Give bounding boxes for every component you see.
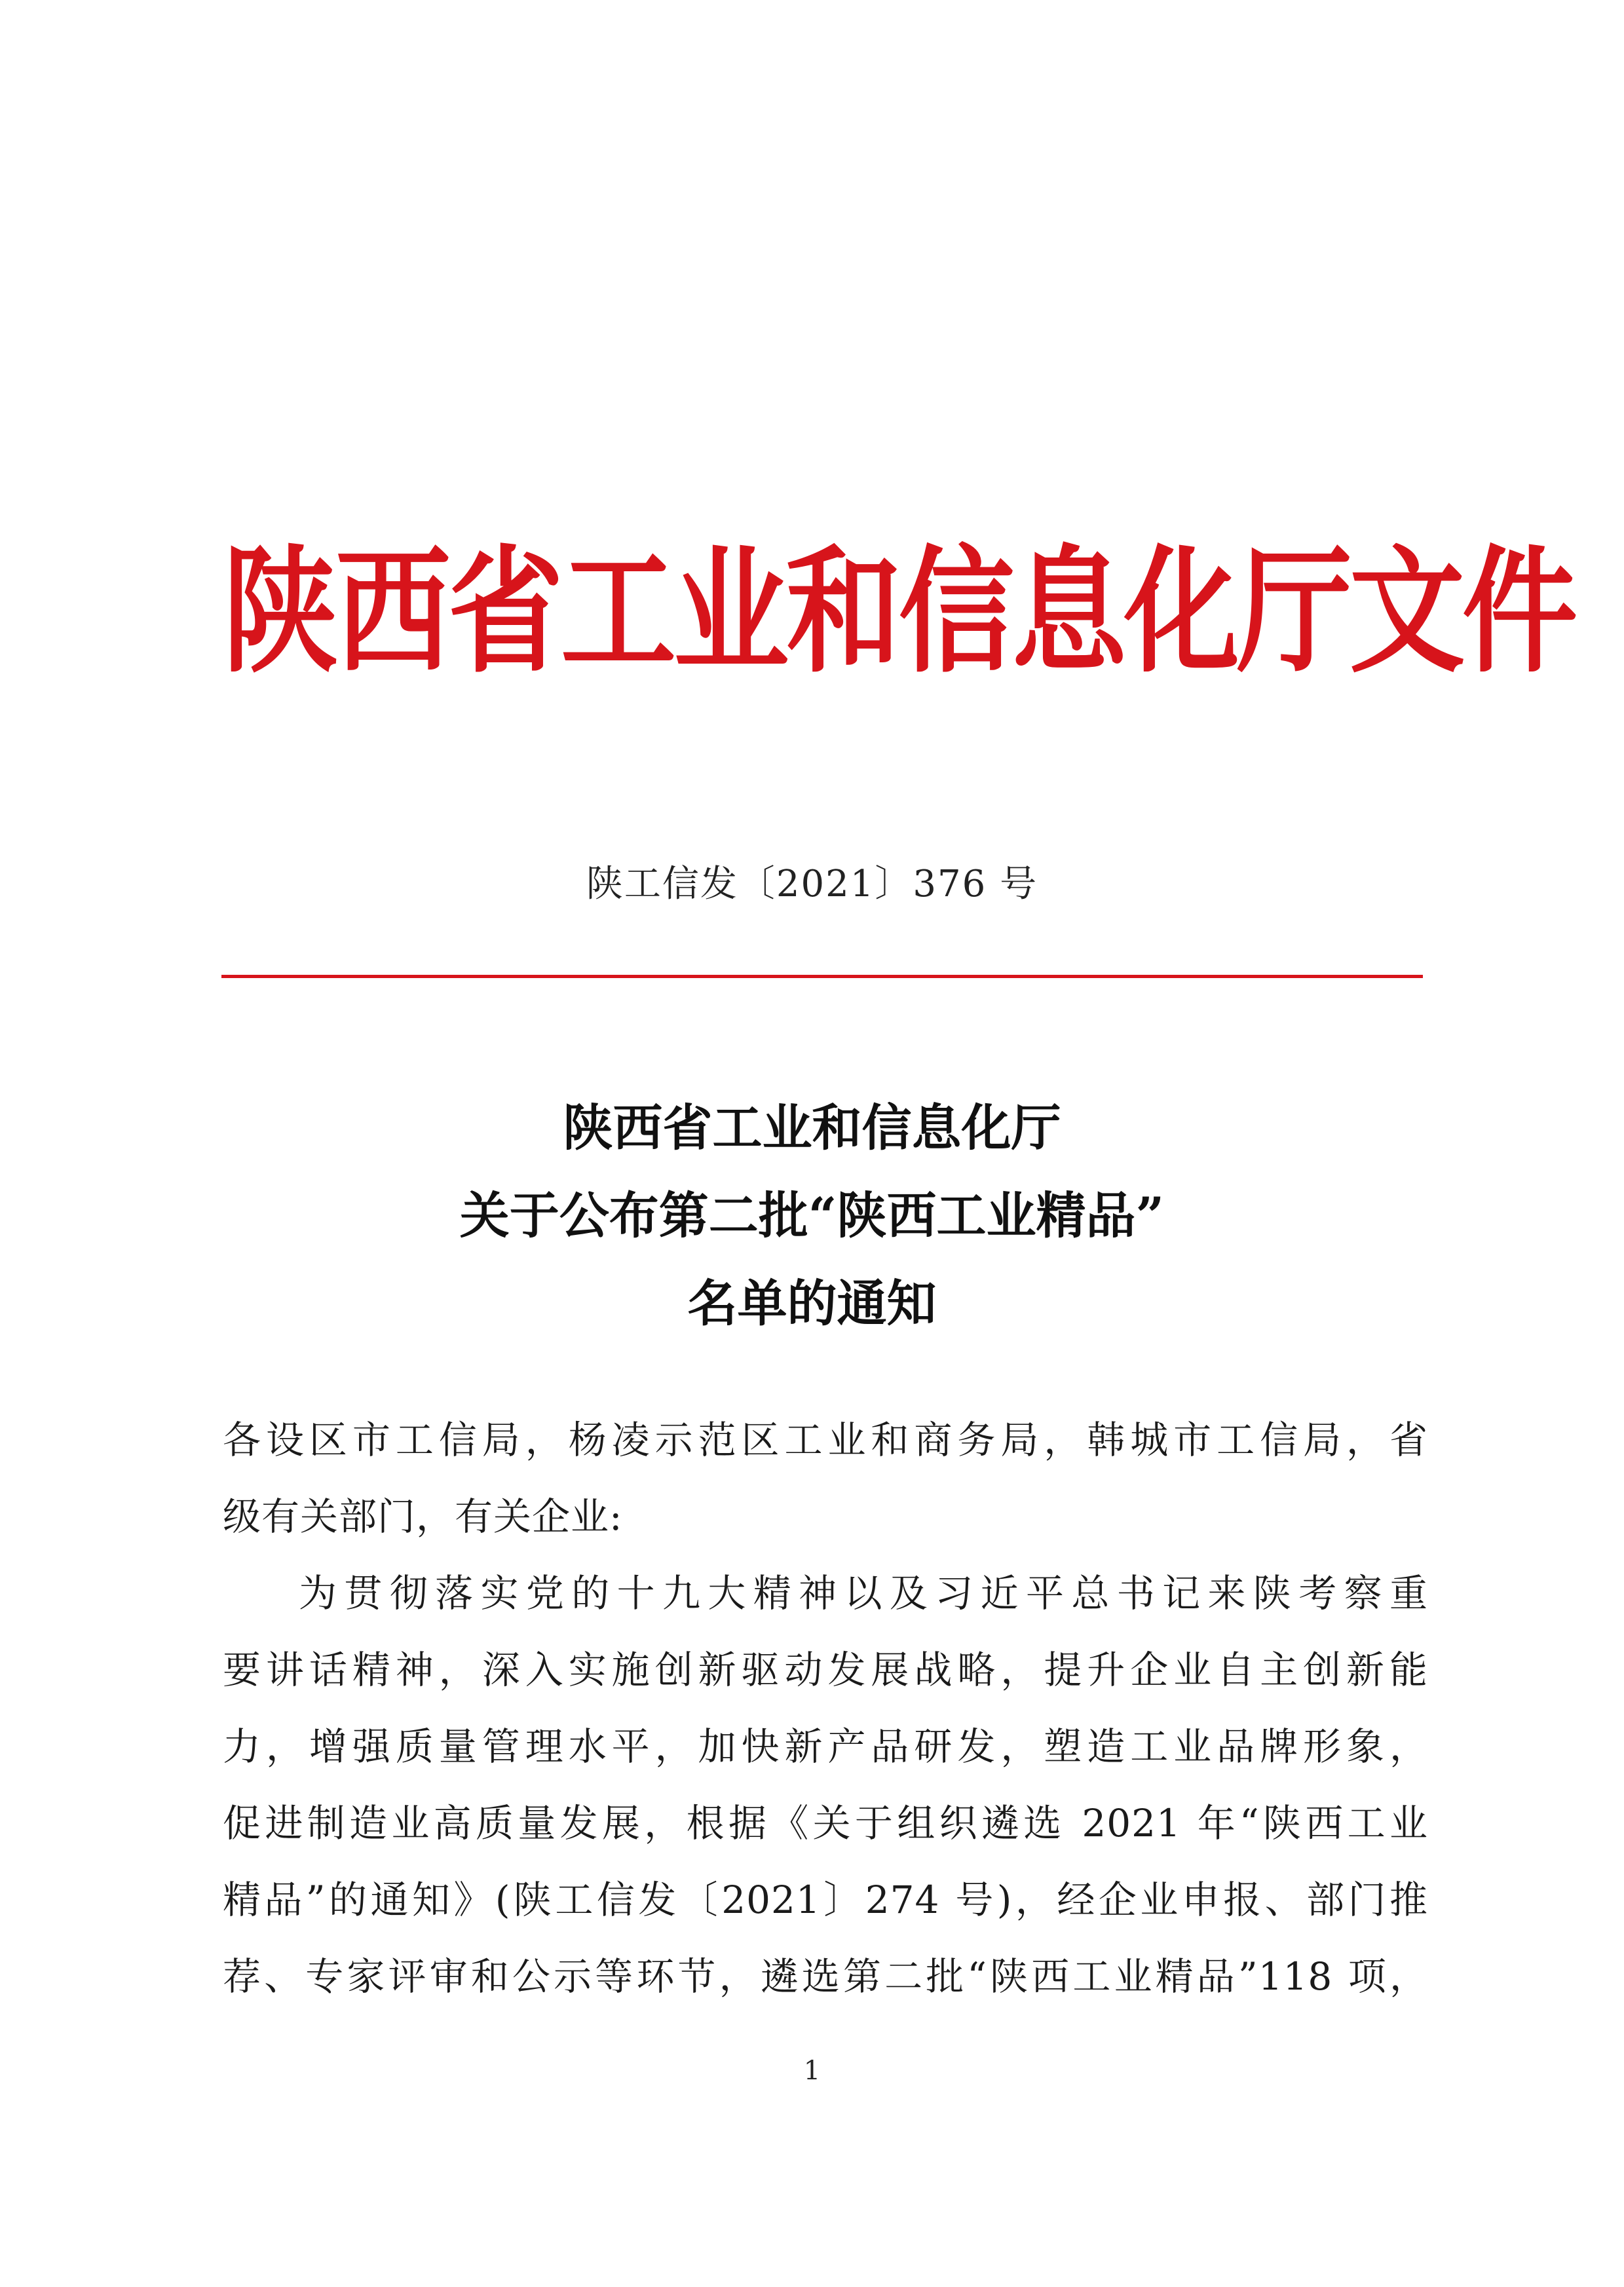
paragraph-1-line-6: 荐、专家评审和公示等环节，遴选第二批“陕西工业精品”118 项， [223, 1954, 1428, 1999]
paragraph-1 [223, 1555, 1428, 2015]
paragraph-1-line-5: 精品”的通知》(陕工信发〔2021〕274 号)，经企业申报、部门推 [223, 1878, 1428, 1922]
notice-title-line-1: 陕西省工业和信息化厅 [563, 1099, 1061, 1157]
notice-title [0, 1084, 1624, 1348]
page-number: 1 [803, 2056, 821, 2086]
notice-title-line-2: 关于公布第二批“陕西工业精品” [459, 1186, 1165, 1245]
paragraph-1-line-3: 力，增强质量管理水平，加快新产品研发，塑造工业品牌形象， [223, 1724, 1428, 1769]
salutation [223, 1402, 1428, 1555]
salutation-line-2: 级有关部门，有关企业: [223, 1494, 623, 1539]
salutation-line-1: 各设区市工信局，杨凌示范区工业和商务局，韩城市工信局，省 [223, 1418, 1428, 1462]
paragraph-1-line-1: 为贯彻落实党的十九大精神以及习近平总书记来陕考察重 [299, 1571, 1428, 1616]
paragraph-1-line-4: 促进制造业高质量发展，根据《关于组织遴选 2021 年“陕西工业 [223, 1801, 1428, 1845]
masthead-title: 陕西省工业和信息化厅文件 [223, 531, 1576, 692]
document-number: 陕工信发〔2021〕376 号 [586, 863, 1038, 905]
notice-body [223, 1402, 1428, 2015]
notice-title-line-3: 名单的通知 [687, 1274, 937, 1333]
paragraph-1-line-2: 要讲话精神，深入实施创新驱动发展战略，提升企业自主创新能 [223, 1648, 1428, 1692]
red-divider-line [221, 975, 1423, 978]
